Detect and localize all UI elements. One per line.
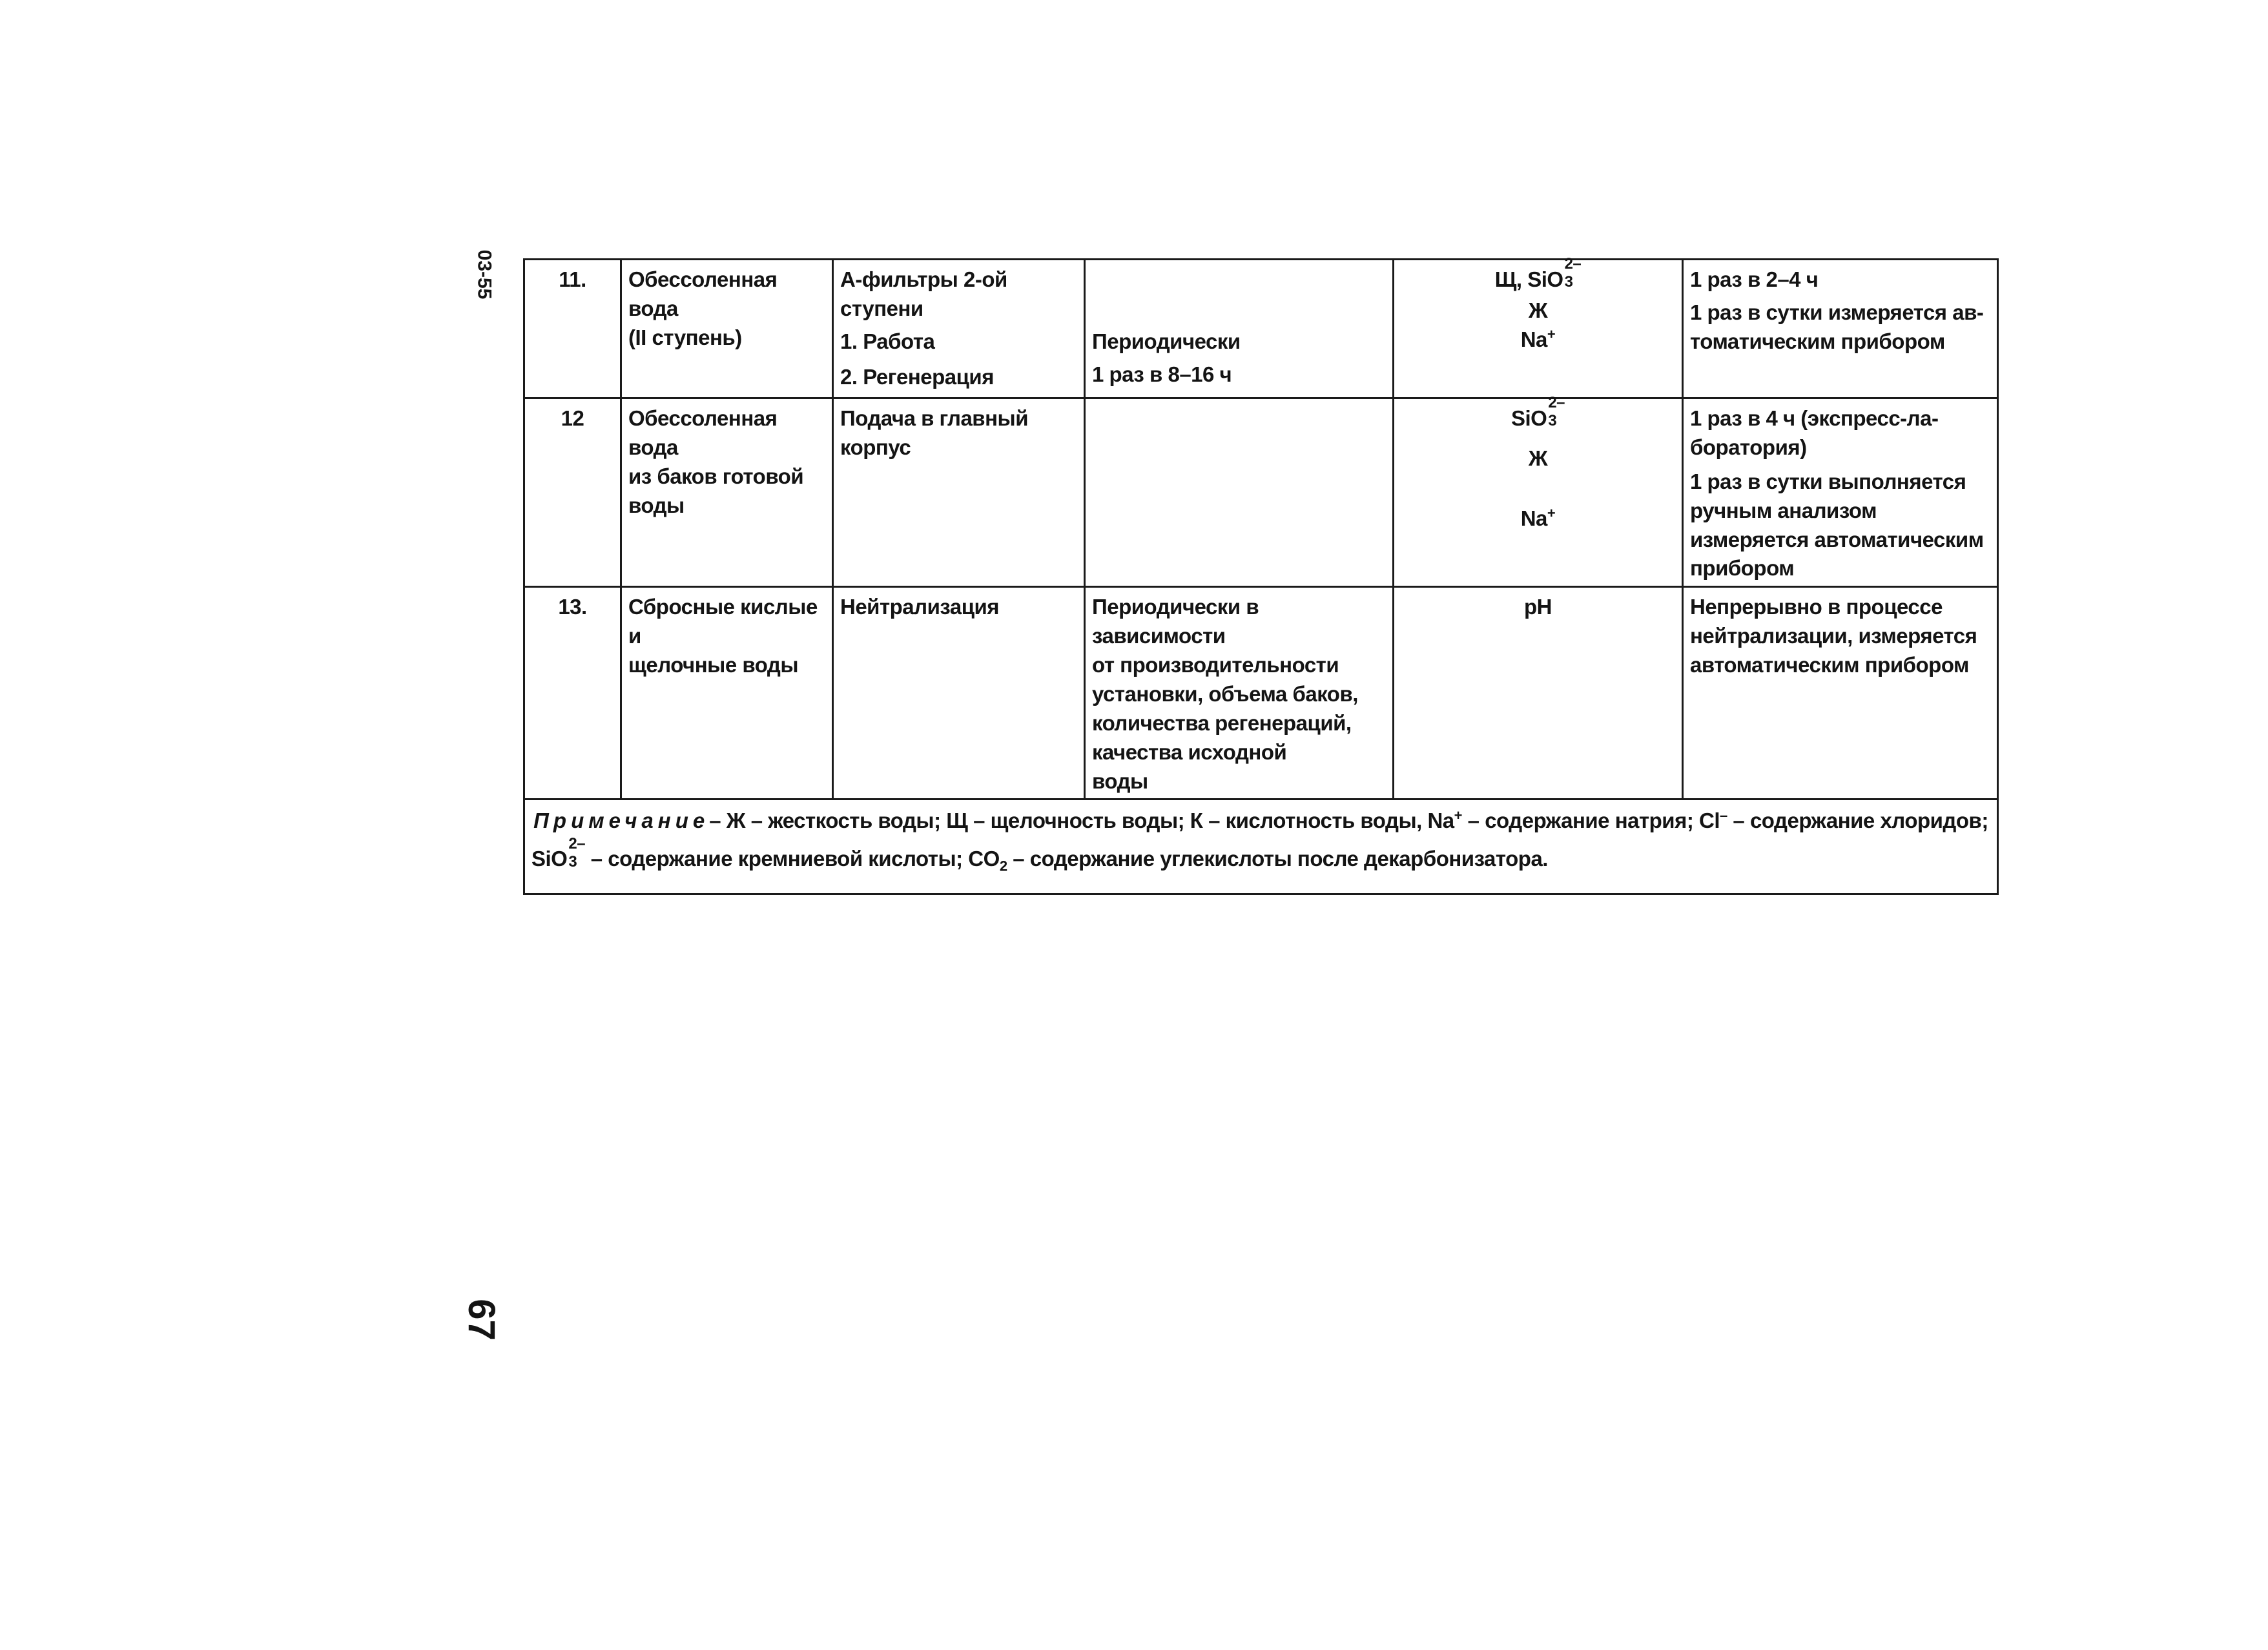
frequency-cell: 1 раз в 4 ч (экспресс-ла- боратория) 1 раз в сутки выполняется ручным анализом измеряется автоматическим прибором [1683, 398, 1998, 587]
frequency-cell: Непрерывно в процессе нейтрализации, измеряется автоматическим прибором [1683, 587, 1998, 799]
page-number: 67 [460, 1298, 502, 1341]
measured-parameter-cell [1394, 394, 1683, 587]
note-line-2: SiO 2– 3 – содержание кремниевой кислоты; $CO_2$ – содержание углекислоты после декарбонизатора. [531, 834, 1548, 874]
sample-object-cell: Обессоленная вода из баков готовой воды [621, 398, 833, 587]
note-line-1: Примечание– Ж – жесткость воды; Щ – щелочность воды; К – кислотность воды, Na+ – содержание натрия; Cl– – содержание хлоридов; [533, 807, 1988, 833]
parameter-sio3: Щ, SiO 2– 3 [1494, 255, 1582, 291]
table-row [524, 398, 1998, 587]
process-stage-cell: А-фильтры 2-ой ступени 1. Работа 2. Регенерация [833, 260, 1085, 398]
sample-object-cell: Сбросные кислые и щелочные воды [621, 587, 833, 799]
process-stage-cell: Нейтрализация [833, 587, 1085, 799]
control-period-cell: Периодически в зависимости от производительности установки, объема баков, количества регенераций, качества исходной воды [1085, 587, 1394, 799]
table-row [524, 587, 1998, 799]
parameter-hardness: Ж [1528, 446, 1548, 471]
row-number: 11. [524, 260, 621, 398]
parameter-hardness: Ж [1528, 298, 1548, 323]
row-number: 12 [524, 398, 621, 587]
row-number: 13. [524, 587, 621, 799]
measured-parameter-cell [1394, 587, 1683, 799]
parameter-sodium: Na+ [1520, 326, 1556, 352]
document-code: 03-55 [473, 249, 495, 300]
note-label: Примечание [533, 809, 710, 833]
measured-parameter-cell [1394, 255, 1683, 398]
sample-object-cell: Обессоленная вода (II ступень) [621, 260, 833, 398]
table-row [524, 260, 1998, 398]
control-period-cell [1085, 398, 1394, 587]
control-period-cell: Периодически 1 раз в 8–16 ч [1085, 260, 1394, 398]
frequency-cell: 1 раз в 2–4 ч 1 раз в сутки измеряется ав- томатическим прибором [1683, 260, 1998, 398]
water-control-table [523, 255, 1999, 895]
parameter-sio3: SiO 2– 3 [1510, 394, 1565, 430]
table-note [524, 799, 1998, 894]
process-stage-cell: Подача в главный корпус [833, 398, 1085, 587]
parameter-ph: pH [1524, 595, 1552, 619]
parameter-sodium: Na+ [1520, 505, 1556, 531]
table-note-row [524, 799, 1998, 894]
